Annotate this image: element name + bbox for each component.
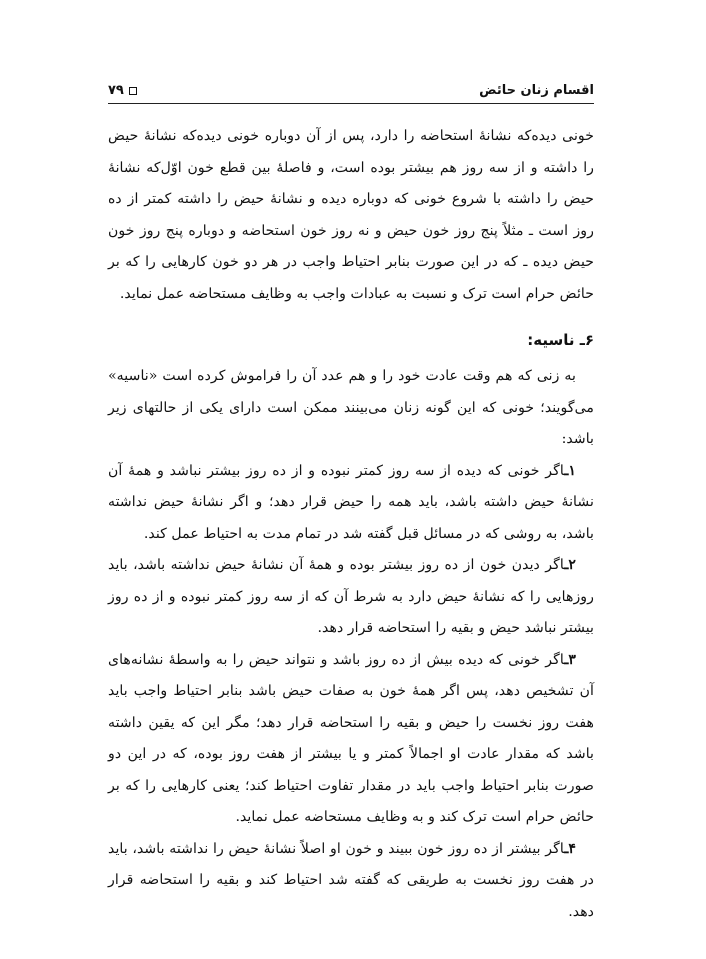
section-heading: ۶ـ ناسیه: [527, 331, 594, 349]
item-text: اگر دیدن خون از ده روز بیشتر بوده و همهٔ آن نشانهٔ حیض نداشته باشد، باید روزهایی را که نشانهٔ حیض دارد به شرط آن که از سه روز کمتر نبوده و از ده روز بیشتر نباشد حیض و بقیه را استحاضه قرار دهد. [108, 557, 594, 636]
item-text: اگر بیشتر از ده روز خون ببیند و خون او اصلاً نشانهٔ حیض را نداشته باشد، باید در هفت روز نخست به طریقی که گفته شد احتیاط کند و بقیه را استحاضه قرار دهد. [108, 840, 594, 920]
item-number: ۱ـ [564, 462, 576, 479]
book-page [108, 72, 594, 920]
item-number: ۳ـ [564, 651, 576, 668]
item-number: ۴ـ [564, 840, 576, 857]
header-rule [108, 103, 594, 104]
item-number: ۲ـ [564, 557, 576, 573]
item-text: اگر خونی که دیده بیش از ده روز باشد و نتواند حیض را به واسطهٔ نشانه‌های آن تشخیص دهد، پس اگر همهٔ خون به صفات حیض باشد بنابر احتیاط واجب باید هفت روز نخست را حیض و بقیه را استحاضه قرار دهد؛ مگر این که یقین داشته باشد که مقدار عادت او اجمالاً کمتر و یا بیشتر از هفت روز بوده، که در این دو صورت بنابر احتیاط واجب باید در مقدار تفاوت احتیاط کند؛ یعنی کارهایی را که بر حائض حرام است ترک کند و به وظایف مستحاضه عمل نماید. [108, 651, 594, 825]
page-number-block [108, 83, 137, 98]
square-ornament-icon [129, 87, 137, 95]
running-header [108, 72, 594, 98]
chapter-title: اقسام زنان حائض [479, 83, 594, 98]
item-text: اگر خونی که دیده از سه روز کمتر نبوده و از ده روز بیشتر نباشد و همهٔ آن نشانهٔ حیض داشته باشد، باید همه را حیض قرار دهد؛ و اگر نشانهٔ حیض نداشته باشد، به روشی که در مسائل قبل گفته شد در تمام مدت به احتیاط عمل کند. [108, 462, 594, 542]
list-item [108, 645, 594, 834]
list-item [108, 834, 594, 929]
section-intro-paragraph: به زنی که هم وقت عادت خود را و هم عدد آن را فراموش کرده است «ناسیه» می‌گویند؛ خونی که این گونه زنان می‌بینند ممکن است دارای یکی از حالتهای زیر باشد: [108, 368, 594, 447]
page-number: ۷۹ [108, 83, 124, 98]
list-item [108, 456, 594, 551]
page-body [108, 121, 594, 928]
intro-paragraph: خونی دیده‌که نشانهٔ استحاضه را دارد، پس از آن دوباره خونی دیده‌که نشانهٔ حیض را داشته و از سه روز هم بیشتر بوده است، و فاصلهٔ بین قطع خون اوّل‌که نشانهٔ حیض را داشته با شروع خونی که دوباره دیده و نشانهٔ حیض را داشته کمتر از ده روز است ـ مثلاً پنج روز خون حیض و نه روز خون استحاضه و دوباره پنج روز خون حیض دیده ـ که در این صورت بنابر احتیاط واجب در هر دو خون کارهایی را که بر حائض حرام است ترک و نسبت به عبادات واجب به وظایف مستحاضه عمل نماید. [108, 128, 594, 302]
list-item [108, 550, 594, 645]
